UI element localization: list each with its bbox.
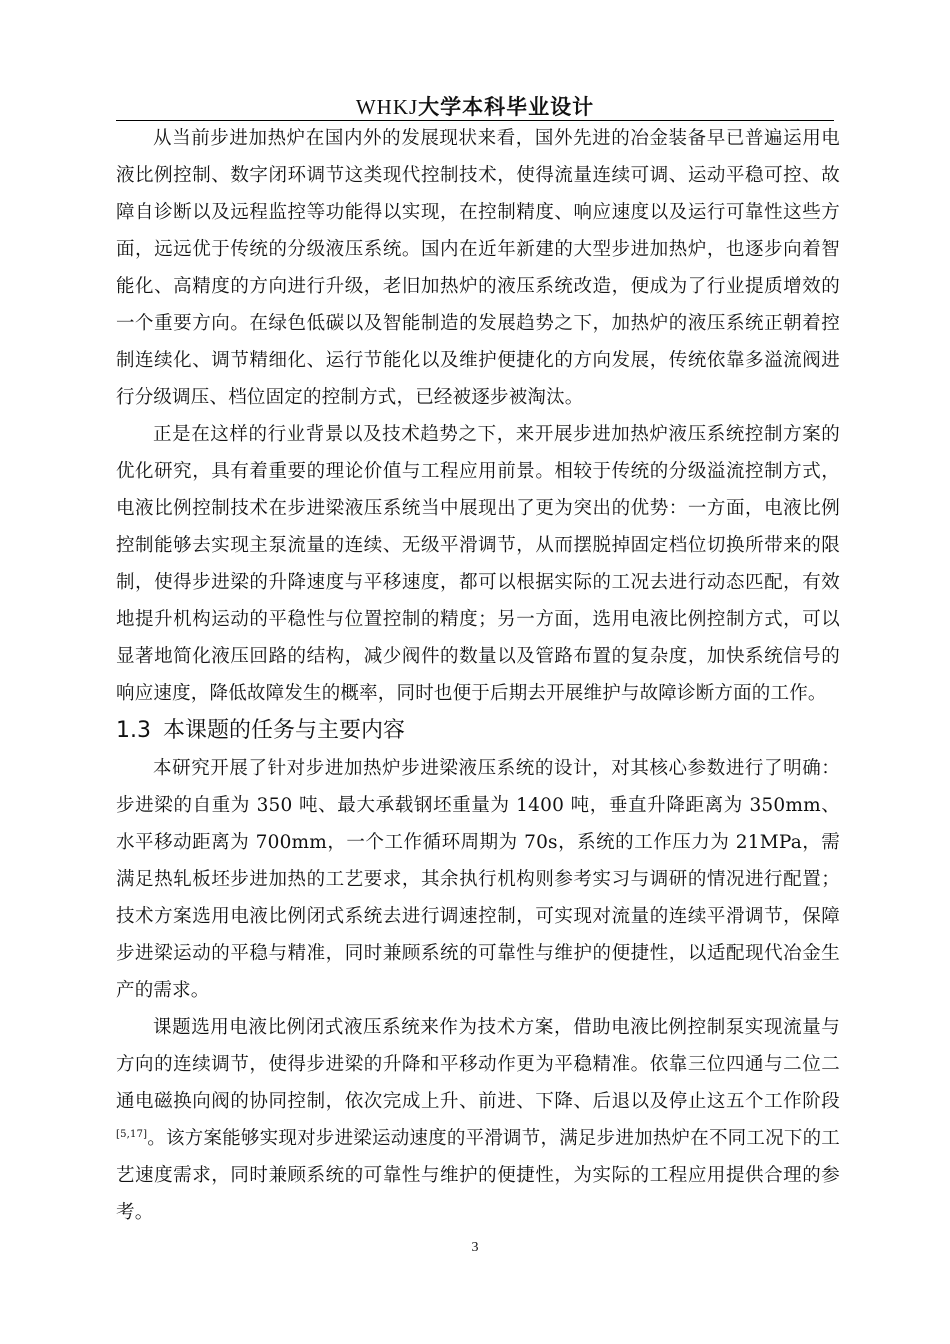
page-header [116,92,834,122]
header-prefix: WHKJ [355,95,419,119]
paragraph-3: 本研究开展了针对步进加热炉步进梁液压系统的设计，对其核心参数进行了明确：步进梁的自重为 350 吨、最大承载钢坯重量为 1400 吨，垂直升降距离为 350mm、水平移动距离为 700mm，一个工作循环周期为 70s，系统的工作压力为 21MPa，需满足热轧板坯步进加热的工艺要求，其余执行机构则参考实习与调研的情况进行配置；技术方案选用电液比例闭式系统去进行调速控制，可实现对流量的连续平滑调节，保障步进梁运动的平稳与精准，同时兼顾系统的可靠性与维护的便捷性，以适配现代冶金生产的需求。 [116,758,840,1001]
citation-ref: [5,17] [116,1129,148,1140]
page-number: 3 [471,1240,479,1255]
paragraph-4-text-a: 课题选用电液比例闭式液压系统来作为技术方案，借助电液比例控制泵实现流量与方向的连续调节，使得步进梁的升降和平移动作更为平稳精准。依靠三位四通与二位二通电磁换向阀的协同控制，依次完成上升、前进、下降、后退以及停止这五个工作阶段 [116,1017,840,1112]
section-number: 1.3 [116,718,151,743]
paragraph-4-text-b: 。该方案能够实现对步进梁运动速度的平滑调节，满足步进加热炉在不同工况下的工艺速度需求，同时兼顾系统的可靠性与维护的便捷性，为实际的工程应用提供合理的参考。 [116,1128,840,1223]
header-title: 大学本科毕业设计 [418,95,595,119]
page-body [116,120,840,1231]
section-title: 本课题的任务与主要内容 [163,718,406,743]
paragraph-2: 正是在这样的行业背景以及技术趋势之下，来开展步进加热炉液压系统控制方案的优化研究，具有着重要的理论价值与工程应用前景。相较于传统的分级溢流控制方式，电液比例控制技术在步进梁液压系统当中展现出了更为突出的优势：一方面，电液比例控制能够去实现主泵流量的连续、无级平滑调节，从而摆脱掉固定档位切换所带来的限制，使得步进梁的升降速度与平移速度，都可以根据实际的工况去进行动态匹配，有效地提升机构运动的平稳性与位置控制的精度；另一方面，选用电液比例控制方式，可以显著地简化液压回路的结构，减少阀件的数量以及管路布置的复杂度，加快系统信号的响应速度，降低故障发生的概率，同时也便于后期去开展维护与故障诊断方面的工作。 [116,424,840,704]
paragraph-1: 从当前步进加热炉在国内外的发展现状来看，国外先进的冶金装备早已普遍运用电液比例控制、数字闭环调节这类现代控制技术，使得流量连续可调、运动平稳可控、故障自诊断以及远程监控等功能得以实现，在控制精度、响应速度以及运行可靠性这些方面，远远优于传统的分级液压系统。国内在近年新建的大型步进加热炉，也逐步向着智能化、高精度的方向进行升级，老旧加热炉的液压系统改造，便成为了行业提质增效的一个重要方向。在绿色低碳以及智能制造的发展趋势之下，加热炉的液压系统正朝着控制连续化、调节精细化、运行节能化以及维护便捷化的方向发展，传统依靠多溢流阀进行分级调压、档位固定的控制方式，已经被逐步被淘汰。 [116,128,840,408]
paragraph-4 [116,1009,840,1231]
section-heading [116,712,840,750]
